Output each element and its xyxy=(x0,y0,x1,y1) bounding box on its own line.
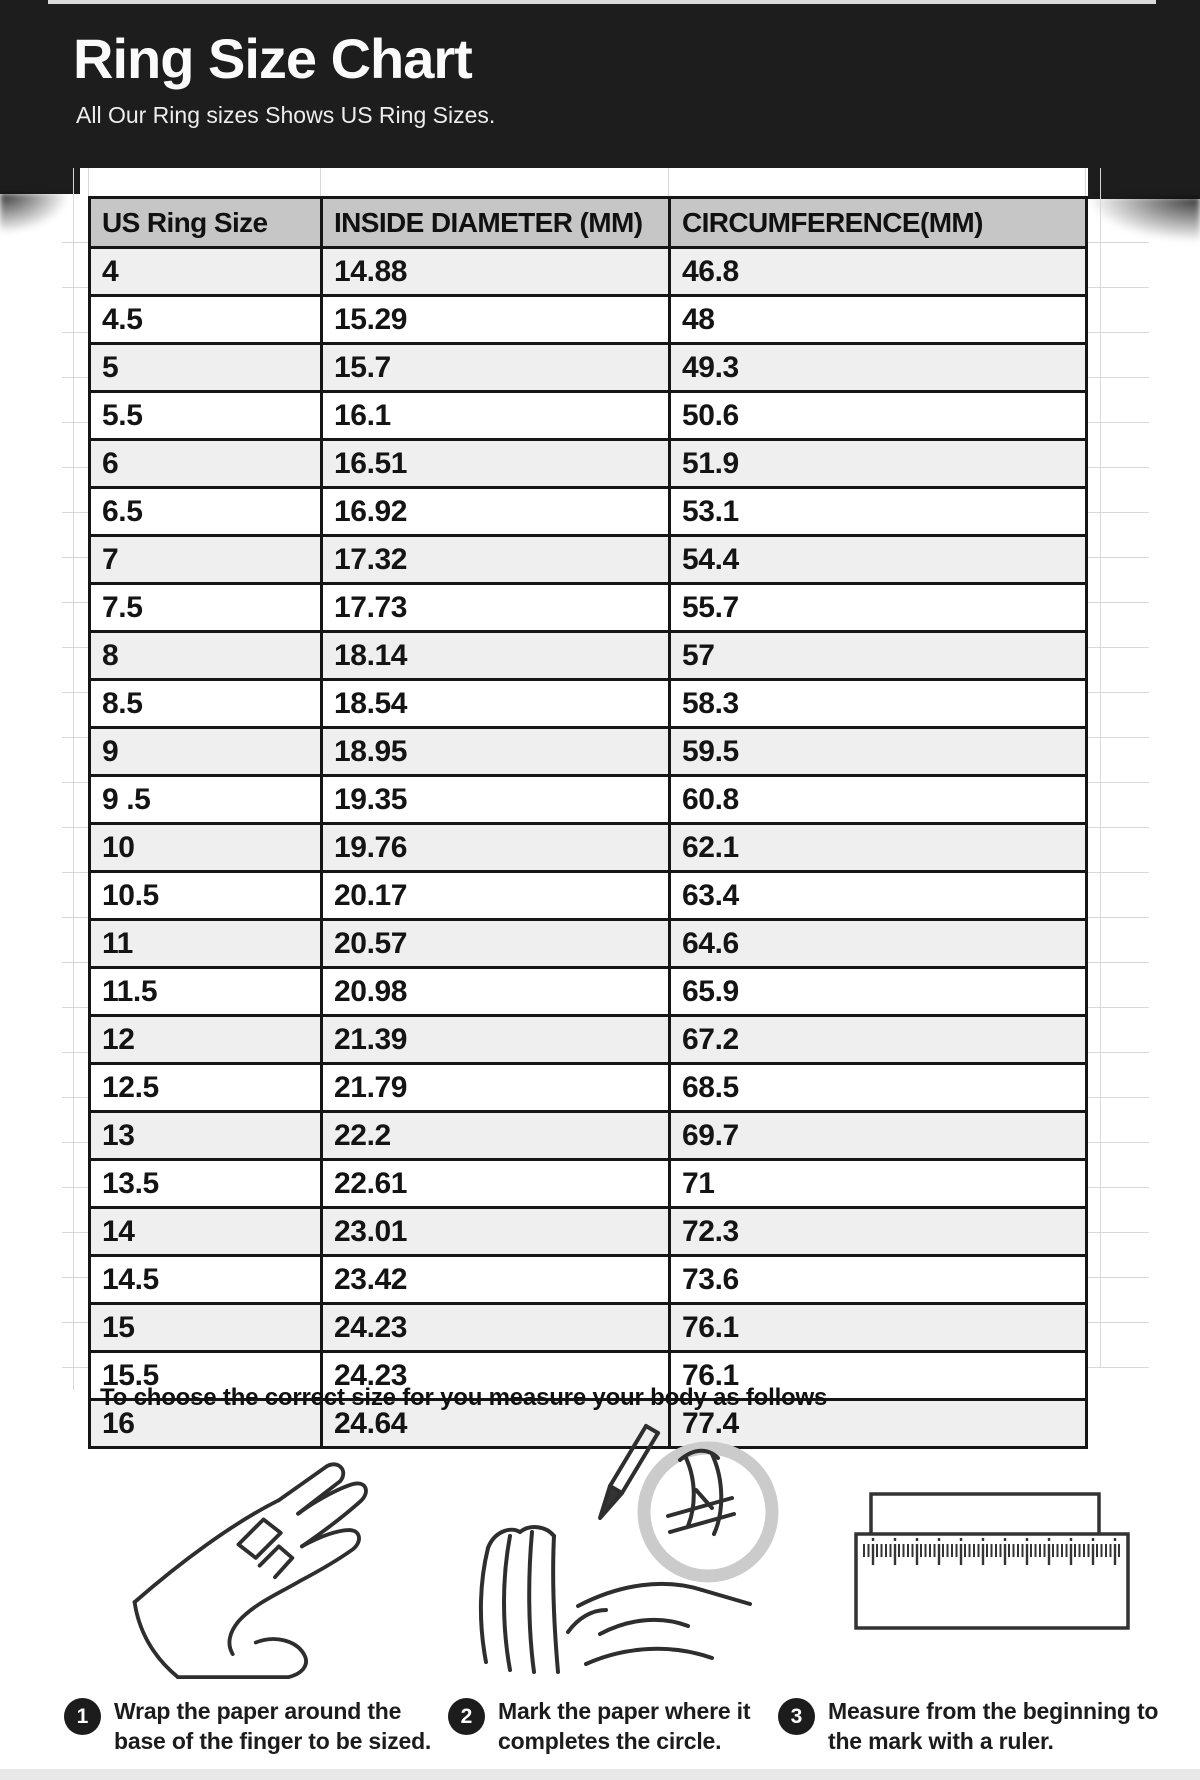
cell-circumference: 58.3 xyxy=(670,680,1087,728)
page-subtitle: All Our Ring sizes Shows US Ring Sizes. xyxy=(76,102,496,128)
step-item-2 xyxy=(448,1696,788,1757)
cell-inside-diameter: 20.17 xyxy=(322,872,670,920)
table-header-row xyxy=(90,198,1087,248)
cell-inside-diameter: 15.7 xyxy=(322,344,670,392)
cell-circumference: 53.1 xyxy=(670,488,1087,536)
table-row xyxy=(90,392,1087,440)
cell-circumference: 69.7 xyxy=(670,1112,1087,1160)
hand-with-paper-icon xyxy=(125,1448,375,1688)
cell-circumference: 62.1 xyxy=(670,824,1087,872)
step-1-badge: 1 xyxy=(64,1698,101,1735)
table-row xyxy=(90,248,1087,296)
cell-us-ring-size: 15 xyxy=(90,1304,322,1352)
cell-us-ring-size: 11.5 xyxy=(90,968,322,1016)
grid-line xyxy=(88,168,89,196)
table-row xyxy=(90,488,1087,536)
cell-inside-diameter: 20.98 xyxy=(322,968,670,1016)
cell-us-ring-size: 8.5 xyxy=(90,680,322,728)
table-row xyxy=(90,920,1087,968)
table-row xyxy=(90,824,1087,872)
step-list xyxy=(0,1696,1200,1780)
ruler-icon xyxy=(853,1488,1138,1638)
cell-circumference: 65.9 xyxy=(670,968,1087,1016)
cell-us-ring-size: 11 xyxy=(90,920,322,968)
banner-fold-left xyxy=(0,167,80,194)
table-row xyxy=(90,440,1087,488)
table-row xyxy=(90,776,1087,824)
step-item-1 xyxy=(64,1696,456,1757)
page-title: Ring Size Chart xyxy=(73,27,472,90)
step-2-text: Mark the paper where it completes the circle. xyxy=(498,1698,751,1755)
cell-us-ring-size: 10 xyxy=(90,824,322,872)
cell-us-ring-size: 15.5 xyxy=(90,1352,322,1400)
cell-circumference: 76.1 xyxy=(670,1304,1087,1352)
banner-fold-right xyxy=(1088,167,1200,199)
cell-circumference: 67.2 xyxy=(670,1016,1087,1064)
col-header-us-ring-size: US Ring Size xyxy=(90,198,322,248)
step-item-3 xyxy=(778,1696,1190,1757)
table-row xyxy=(90,344,1087,392)
cell-circumference: 63.4 xyxy=(670,872,1087,920)
cell-circumference: 64.6 xyxy=(670,920,1087,968)
cell-inside-diameter: 17.73 xyxy=(322,584,670,632)
cell-circumference: 60.8 xyxy=(670,776,1087,824)
cell-inside-diameter: 22.2 xyxy=(322,1112,670,1160)
step-2-badge: 2 xyxy=(448,1698,485,1735)
cell-us-ring-size: 8 xyxy=(90,632,322,680)
cell-us-ring-size: 16 xyxy=(90,1400,322,1448)
cell-inside-diameter: 16.1 xyxy=(322,392,670,440)
cell-us-ring-size: 7.5 xyxy=(90,584,322,632)
cell-circumference: 51.9 xyxy=(670,440,1087,488)
cell-inside-diameter: 19.76 xyxy=(322,824,670,872)
hand-marking-pen-icon xyxy=(450,1420,780,1690)
measure-instructions-heading: To choose the correct size for you measure your body as follows xyxy=(100,1384,828,1411)
cell-circumference: 57 xyxy=(670,632,1087,680)
cell-us-ring-size: 12 xyxy=(90,1016,322,1064)
cell-inside-diameter: 15.29 xyxy=(322,296,670,344)
cell-us-ring-size: 14 xyxy=(90,1208,322,1256)
cell-inside-diameter: 18.14 xyxy=(322,632,670,680)
cell-circumference: 54.4 xyxy=(670,536,1087,584)
cell-inside-diameter: 16.92 xyxy=(322,488,670,536)
scan-edge-artifact-bottom xyxy=(0,1769,1200,1780)
cell-circumference: 48 xyxy=(670,296,1087,344)
table-row xyxy=(90,1208,1087,1256)
cell-circumference: 50.6 xyxy=(670,392,1087,440)
grid-line xyxy=(668,168,669,196)
cell-circumference: 77.4 xyxy=(670,1400,1087,1448)
cell-inside-diameter: 23.42 xyxy=(322,1256,670,1304)
cell-inside-diameter: 18.54 xyxy=(322,680,670,728)
cell-us-ring-size: 9 xyxy=(90,728,322,776)
cell-inside-diameter: 18.95 xyxy=(322,728,670,776)
spreadsheet-area xyxy=(88,196,1088,1449)
cell-circumference: 73.6 xyxy=(670,1256,1087,1304)
table-row xyxy=(90,584,1087,632)
col-header-circumference: CIRCUMFERENCE(MM) xyxy=(670,198,1087,248)
cell-inside-diameter: 24.64 xyxy=(322,1400,670,1448)
cell-us-ring-size: 10.5 xyxy=(90,872,322,920)
cell-circumference: 49.3 xyxy=(670,344,1087,392)
table-row xyxy=(90,728,1087,776)
table-row xyxy=(90,1064,1087,1112)
cell-inside-diameter: 14.88 xyxy=(322,248,670,296)
ruler-tick-marks xyxy=(863,1538,1121,1565)
step-1-text: Wrap the paper around the base of the finger to be sized. xyxy=(114,1698,432,1755)
grid-line xyxy=(1085,168,1086,196)
cell-inside-diameter: 24.23 xyxy=(322,1304,670,1352)
cell-us-ring-size: 12.5 xyxy=(90,1064,322,1112)
table-row xyxy=(90,1016,1087,1064)
scan-edge-artifact xyxy=(48,0,1156,4)
cell-us-ring-size: 5.5 xyxy=(90,392,322,440)
cell-circumference: 55.7 xyxy=(670,584,1087,632)
magnifier-circle xyxy=(644,1448,772,1576)
cell-inside-diameter: 22.61 xyxy=(322,1160,670,1208)
cell-us-ring-size: 7 xyxy=(90,536,322,584)
table-row xyxy=(90,1112,1087,1160)
cell-circumference: 72.3 xyxy=(670,1208,1087,1256)
table-row xyxy=(90,968,1087,1016)
cell-us-ring-size: 4 xyxy=(90,248,322,296)
cell-inside-diameter: 23.01 xyxy=(322,1208,670,1256)
table-row xyxy=(90,680,1087,728)
table-row xyxy=(90,1160,1087,1208)
cell-inside-diameter: 24.23 xyxy=(322,1352,670,1400)
cell-inside-diameter: 20.57 xyxy=(322,920,670,968)
col-header-inside-diameter: INSIDE DIAMETER (MM) xyxy=(322,198,670,248)
cell-us-ring-size: 6.5 xyxy=(90,488,322,536)
table-row xyxy=(90,1256,1087,1304)
paper-strip xyxy=(871,1494,1099,1536)
table-row xyxy=(90,296,1087,344)
cell-inside-diameter: 21.79 xyxy=(322,1064,670,1112)
cell-us-ring-size: 4.5 xyxy=(90,296,322,344)
cell-circumference: 59.5 xyxy=(670,728,1087,776)
step-3-badge: 3 xyxy=(778,1698,815,1735)
table-row xyxy=(90,1304,1087,1352)
cell-us-ring-size: 5 xyxy=(90,344,322,392)
grid-line xyxy=(320,168,321,196)
cell-us-ring-size: 13 xyxy=(90,1112,322,1160)
cell-us-ring-size: 14.5 xyxy=(90,1256,322,1304)
cell-inside-diameter: 17.32 xyxy=(322,536,670,584)
banner xyxy=(0,0,1200,168)
cell-circumference: 68.5 xyxy=(670,1064,1087,1112)
cell-us-ring-size: 13.5 xyxy=(90,1160,322,1208)
ring-size-table xyxy=(88,196,1088,1449)
cell-inside-diameter: 19.35 xyxy=(322,776,670,824)
cell-us-ring-size: 6 xyxy=(90,440,322,488)
cell-inside-diameter: 21.39 xyxy=(322,1016,670,1064)
cell-circumference: 46.8 xyxy=(670,248,1087,296)
cell-inside-diameter: 16.51 xyxy=(322,440,670,488)
table-row xyxy=(90,872,1087,920)
step-3-text: Measure from the beginning to the mark with a ruler. xyxy=(828,1698,1159,1755)
table-body xyxy=(90,248,1087,1448)
cell-circumference: 76.1 xyxy=(670,1352,1087,1400)
cell-us-ring-size: 9 .5 xyxy=(90,776,322,824)
grid-row-lines-left xyxy=(62,198,88,1368)
grid-row-lines-right xyxy=(1085,198,1149,1368)
table-row xyxy=(90,632,1087,680)
cell-circumference: 71 xyxy=(670,1160,1087,1208)
table-row xyxy=(90,536,1087,584)
